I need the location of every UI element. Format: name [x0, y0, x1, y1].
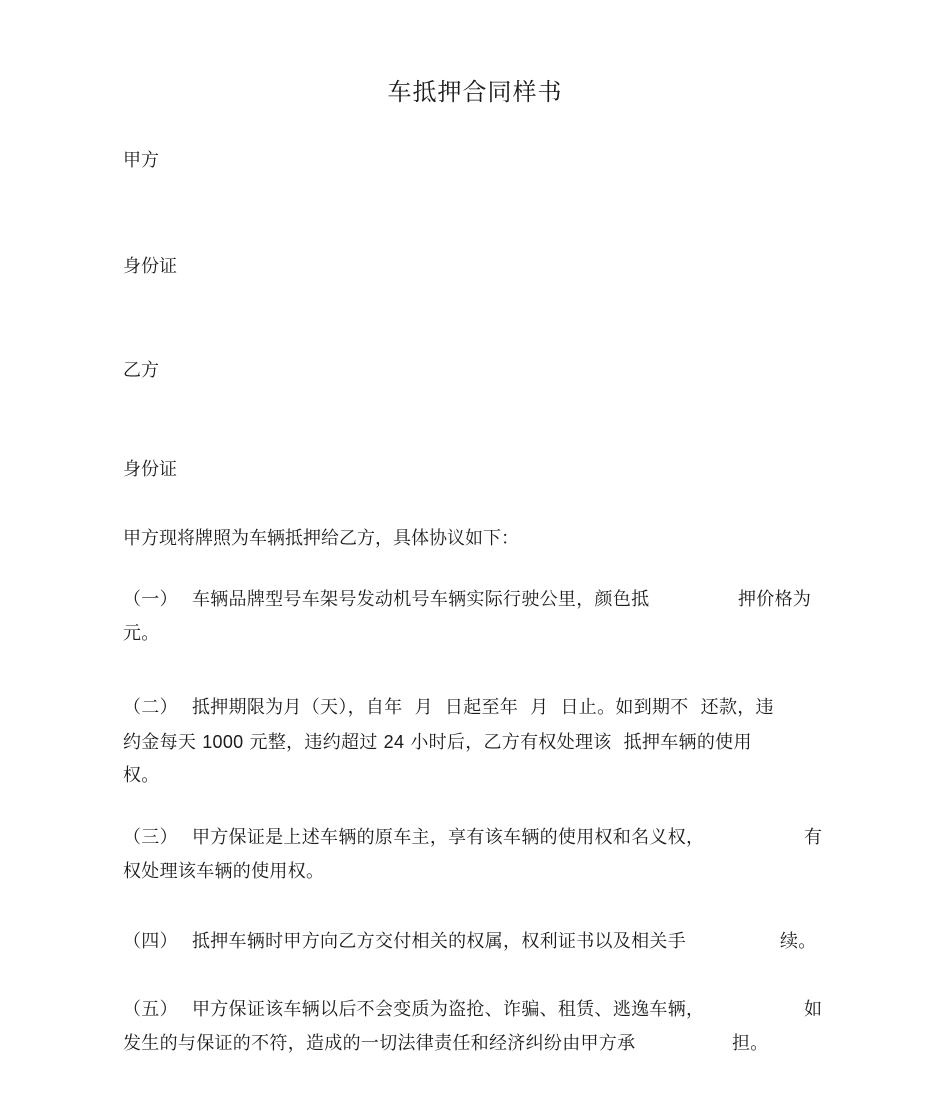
- clause-text: 车辆品牌型号车架号发动机号车辆实际行驶公里，颜色抵: [191, 589, 650, 610]
- party-a-label: 甲方: [123, 150, 159, 171]
- clause-marker: （四）: [123, 931, 178, 952]
- clause-3: [123, 821, 823, 889]
- clause-text: 权处理该车辆的使用权。: [123, 861, 325, 882]
- clause-text: 如: [804, 999, 823, 1020]
- clause-marker: （五）: [123, 999, 178, 1020]
- clause-2: [123, 691, 823, 793]
- clause-text: 抵押车辆时甲方向乙方交付相关的权属，权利证书以及相关手: [191, 931, 687, 952]
- clause-text: 押价格为: [738, 589, 812, 610]
- clause-marker: （三）: [123, 827, 178, 848]
- clause-4: [123, 925, 823, 959]
- clause-text: 元。: [123, 623, 160, 644]
- clause-text: 有: [804, 827, 823, 848]
- clause-text: 元整，违约超过: [249, 732, 378, 753]
- clause-text: 甲方保证该车辆以后不会变质为盗抢、诈骗、租赁、逃逸车辆，: [191, 999, 705, 1020]
- clause-text: 发生的与保证的不符，造成的一切法律责任和经济纠纷由甲方承: [123, 1033, 636, 1054]
- clause-marker: （二）: [123, 697, 178, 718]
- clause-text: 权。: [123, 765, 160, 786]
- document-title: 车抵押合同样书: [387, 78, 563, 106]
- clause-text: 续。: [780, 931, 817, 952]
- party-b-label: 乙方: [123, 360, 159, 381]
- clause-text: 甲方保证是上述车辆的原车主，享有该车辆的使用权和名义权，: [191, 827, 705, 848]
- clause-text: 小时后，乙方有权处理该 抵押车辆的使用: [410, 732, 752, 753]
- overdue-hours: 24: [383, 732, 405, 752]
- penalty-amount: 1000: [202, 732, 244, 752]
- clause-5: [123, 993, 823, 1061]
- clause-text: 约金每天: [123, 732, 197, 753]
- clause-marker: （一）: [123, 589, 178, 610]
- clause-1: [123, 583, 823, 651]
- clause-text: 抵押期限为月（天），自年 月 日起至年 月 日止。如到期不 还款，违: [191, 697, 774, 718]
- party-a-id-label: 身份证: [123, 256, 177, 277]
- agreement-intro: 甲方现将牌照为车辆抵押给乙方，具体协议如下：: [123, 528, 519, 549]
- clause-text: 担。: [732, 1033, 769, 1054]
- party-b-id-label: 身份证: [123, 459, 177, 480]
